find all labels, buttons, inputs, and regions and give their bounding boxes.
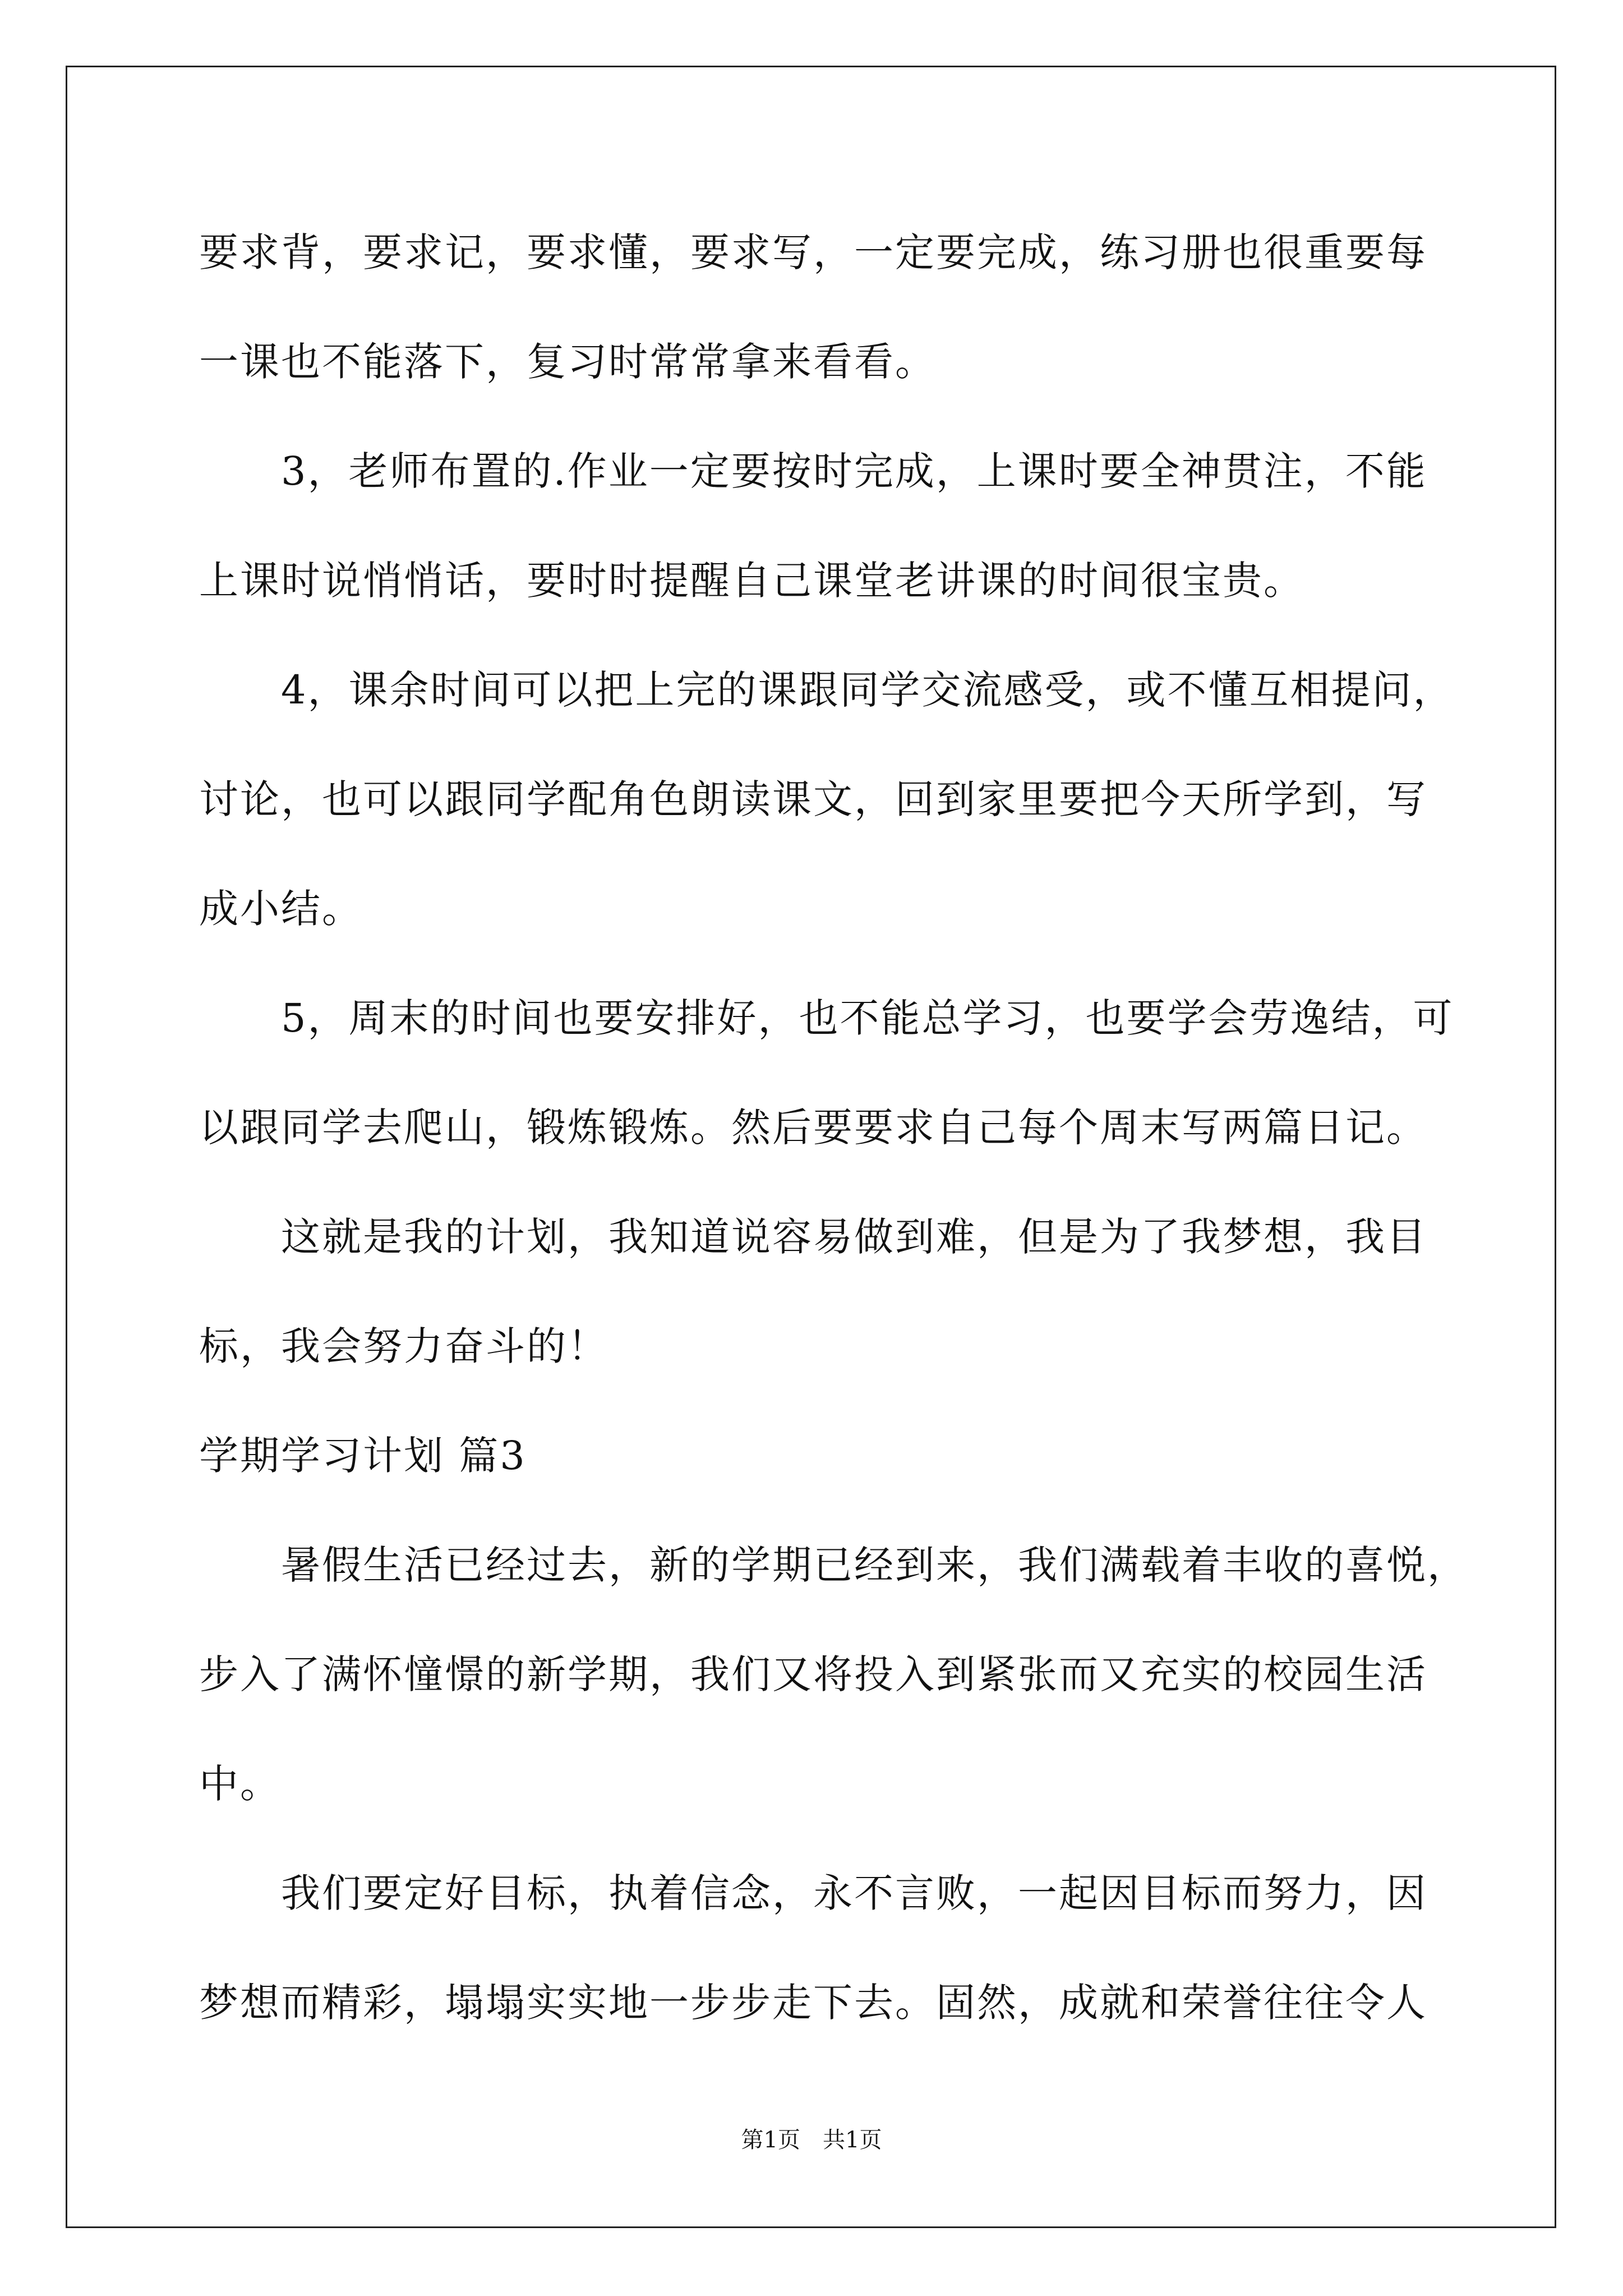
- text-line: 上课时说悄悄话，要时时提醒自己课堂老讲课的时间很宝贵。: [199, 558, 1304, 604]
- text-line: 讨论，也可以跟同学配角色朗读课文，回到家里要把今天所学到，写: [199, 776, 1427, 822]
- text-line: 成小结。: [199, 886, 363, 932]
- text-line: 中。: [199, 1761, 281, 1807]
- text-line: 要求背，要求记，要求懂，要求写，一定要完成，练习册也很重要每: [199, 229, 1427, 275]
- text-line: 梦想而精彩，塌塌实实地一步步走下去。固然，成就和荣誉往往令人: [199, 1980, 1427, 2026]
- text-line: 步入了满怀憧憬的新学期，我们又将投入到紧张而又充实的校园生活: [199, 1651, 1427, 1697]
- text-line: 标，我会努力奋斗的！: [199, 1323, 608, 1369]
- text-line: 暑假生活已经过去，新的学期已经到来，我们满载着丰收的喜悦，: [199, 1542, 1468, 1588]
- text-line: 以跟同学去爬山，锻炼锻炼。然后要要求自己每个周末写两篇日记。: [199, 1105, 1427, 1151]
- text-line: 一课也不能落下，复习时常常拿来看看。: [199, 339, 936, 385]
- page-footer: 第1页 共1页: [741, 2127, 882, 2153]
- section-heading: 学期学习计划 篇3: [199, 1433, 527, 1479]
- text-line: 4，课余时间可以把上完的课跟同学交流感受，或不懂互相提问，: [199, 667, 1454, 713]
- text-line: 5，周末的时间也要安排好，也不能总学习，也要学会劳逸结，可: [199, 995, 1454, 1041]
- text-line: 3，老师布置的.作业一定要按时完成，上课时要全神贯注，不能: [199, 448, 1427, 494]
- text-line: 这就是我的计划，我知道说容易做到难，但是为了我梦想，我目: [199, 1214, 1427, 1260]
- text-line: 我们要定好目标，执着信念，永不言败，一起因目标而努力，因: [199, 1870, 1427, 1916]
